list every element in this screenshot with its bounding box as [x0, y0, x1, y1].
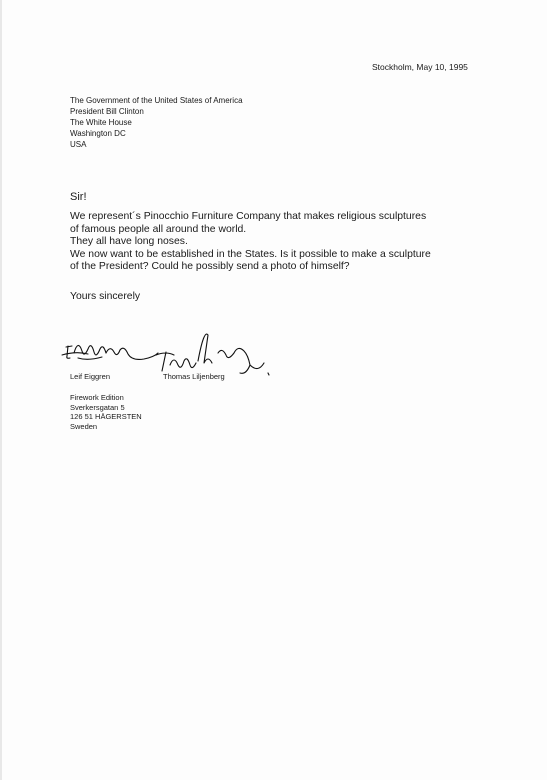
signature-stroke — [268, 373, 269, 375]
recipient-line: The White House — [70, 118, 132, 127]
recipient-line: USA — [70, 140, 87, 149]
signature-stroke — [78, 357, 102, 359]
closing: Yours sincerely — [70, 291, 141, 302]
sender-line: Sverkersgatan 5 — [70, 402, 125, 412]
signature-stroke — [218, 348, 250, 373]
signature-stroke — [106, 348, 158, 359]
signature-stroke — [170, 359, 196, 368]
signature-stroke — [74, 345, 106, 354]
sender-line: 126 51 HÄGERSTEN — [70, 412, 142, 422]
signature-stroke — [198, 334, 212, 363]
recipient-address — [70, 95, 243, 150]
signer-name: Thomas Liljenberg — [163, 372, 225, 381]
scan-edge — [0, 0, 2, 780]
signature-stroke — [62, 346, 88, 358]
recipient-line: Washington DC — [70, 129, 126, 138]
salutation: Sir! — [70, 191, 87, 203]
body-line: of the President? Could he possibly send a photo of himself? — [70, 261, 350, 273]
signer-name: Leif Eiggren — [70, 372, 111, 381]
body-line: of famous people all around the world. — [70, 223, 247, 235]
sender-line: Sweden — [70, 421, 98, 431]
body-line: They all have long noses. — [70, 236, 188, 248]
body-line: We now want to be established in the States. Is it possible to make a sculpture — [70, 248, 431, 260]
recipient-line: President Bill Clinton — [70, 107, 144, 116]
body-line: We represent´s Pinocchio Furniture Company that makes religious sculptures — [70, 211, 427, 222]
letter-date: Stockholm, May 10, 1995 — [372, 62, 468, 72]
recipient-line: The Government of the United States of America — [70, 96, 243, 105]
sender-line: Firework Edition — [70, 393, 124, 402]
signature-stroke — [250, 363, 264, 369]
sender-address — [70, 393, 142, 431]
letter-body — [70, 211, 510, 274]
